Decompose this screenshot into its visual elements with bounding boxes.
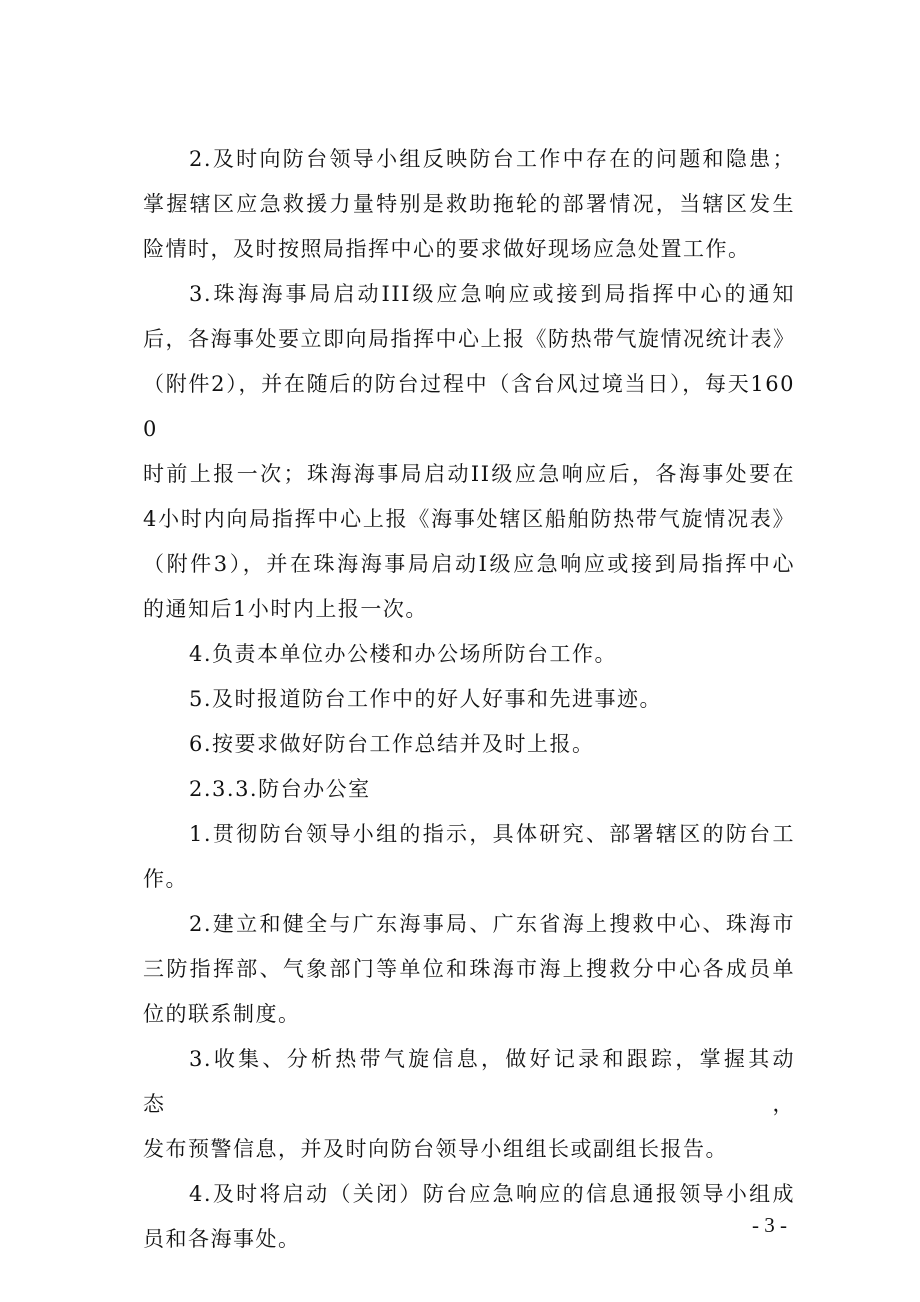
- text-line: 3.珠海海事局启动III级应急响应或接到局指挥中心的通知: [189, 282, 795, 306]
- text-line: 险情时，及时按照局指挥中心的要求做好现场应急处置工作。: [143, 237, 751, 261]
- body-text: [143, 137, 795, 1262]
- text-line: 1.贯彻防台领导小组的指示，具体研究、部署辖区的防台工: [189, 822, 795, 846]
- text-line: 4.负责本单位办公楼和办公场所防台工作。: [189, 642, 618, 666]
- text-line: 4.及时将启动（关闭）防台应急响应的信息通报领导小组成: [189, 1182, 795, 1206]
- text-line: （附件2），并在随后的防台过程中（含台风过境当日），每天1600: [143, 372, 795, 441]
- paragraph-5-good-deeds: [143, 677, 795, 722]
- paragraph-office-3: [143, 1037, 795, 1172]
- paragraph-6-summary: [143, 722, 795, 767]
- text-line: 时前上报一次；珠海海事局启动II级应急响应后，各海事处要在: [143, 462, 795, 486]
- paragraph-3-reporting-procedure: [143, 272, 795, 632]
- paragraph-office-4: [143, 1172, 795, 1262]
- text-line: 三防指挥部、气象部门等单位和珠海市海上搜救分中心各成员单: [143, 957, 795, 981]
- paragraph-office-1: [143, 812, 795, 902]
- text-line: 位的联系制度。: [143, 1002, 301, 1026]
- text-line: 后，各海事处要立即向局指挥中心上报《防热带气旋情况统计表》: [143, 327, 796, 351]
- page-number: - 3 -: [752, 1213, 787, 1237]
- text-line: 2.及时向防台领导小组反映防台工作中存在的问题和隐患；: [189, 147, 795, 171]
- paragraph-office-2: [143, 902, 795, 1037]
- text-line: 3.收集、分析热带气旋信息，做好记录和跟踪，掌握其动态，: [143, 1047, 795, 1116]
- text-line: （附件3），并在珠海海事局启动I级应急响应或接到局指挥中心: [143, 552, 795, 576]
- text-line: 作。: [143, 867, 188, 891]
- text-line: 的通知后1小时内上报一次。: [143, 597, 428, 621]
- text-line: 6.按要求做好防台工作总结并及时上报。: [189, 732, 595, 756]
- text-line: 5.及时报道防台工作中的好人好事和先进事迹。: [189, 687, 663, 711]
- text-line: 掌握辖区应急救援力量特别是救助拖轮的部署情况，当辖区发生: [143, 192, 795, 216]
- text-line: 员和各海事处。: [143, 1227, 301, 1251]
- paragraph-4-office-building: [143, 632, 795, 677]
- text-line: 4小时内向局指挥中心上报《海事处辖区船舶防热带气旋情况表》: [143, 507, 795, 531]
- section-heading-2-3-3: 2.3.3.防台办公室: [189, 777, 371, 801]
- text-line: 2.建立和健全与广东海事局、广东省海上搜救中心、珠海市: [189, 912, 795, 936]
- text-line: 发布预警信息，并及时向防台领导小组组长或副组长报告。: [143, 1137, 728, 1161]
- paragraph-2-report-issues: [143, 137, 795, 272]
